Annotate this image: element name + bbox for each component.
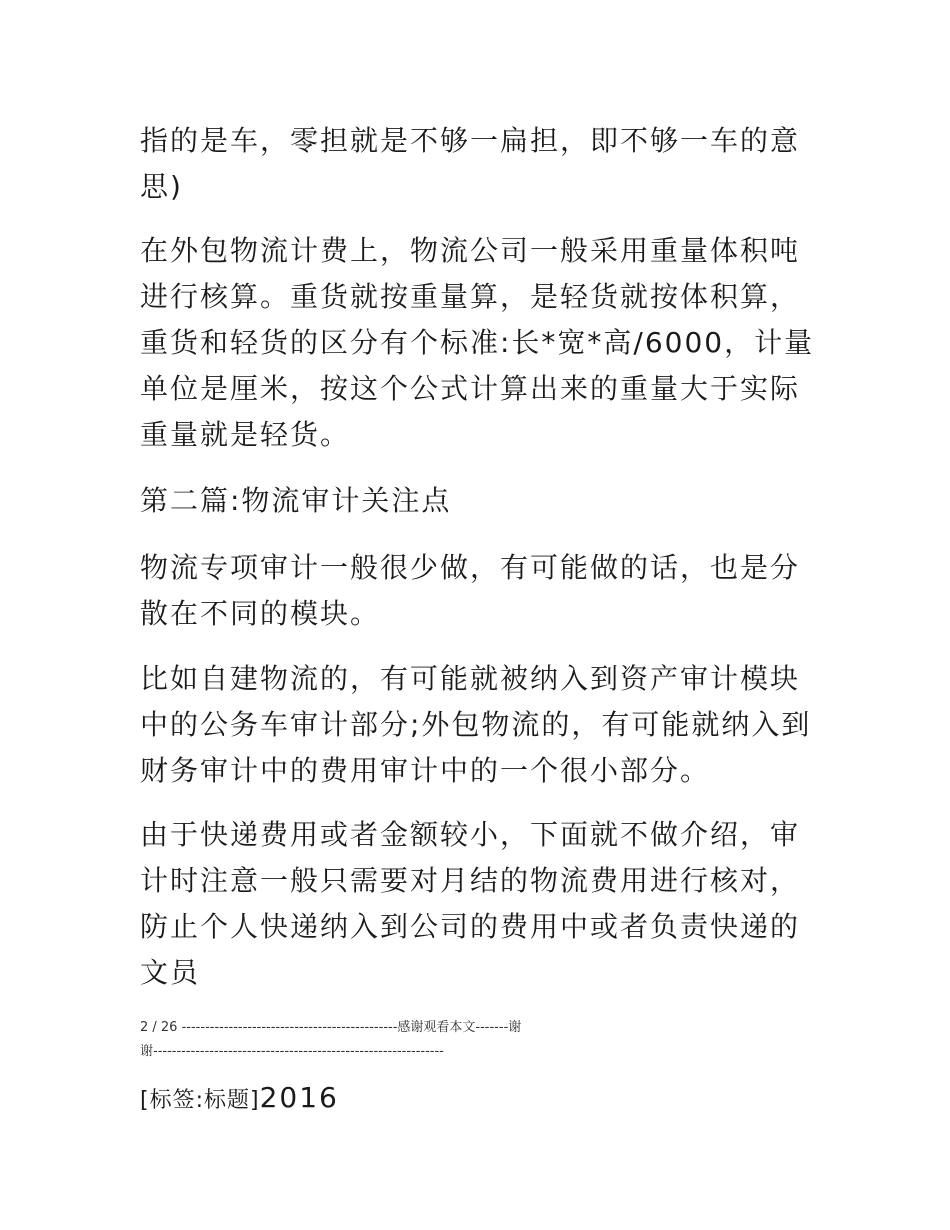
footer-thanks-text: 感谢观看本文 xyxy=(397,1020,476,1035)
paragraph-2: 在外包物流计费上，物流公司一般采用重量体积吨进行核算。重货就按重量算，是轻货就按体积算，重货和轻货的区分有个标准:长*宽*高/6000，计量单位是厘米，按这个公式计算出来的重量大于实际重量就是轻货。 xyxy=(140,234,815,451)
footer-thanks-char-2: 谢 xyxy=(140,1044,154,1059)
paragraph-1: 指的是车，零担就是不够一扁担，即不够一车的意思) xyxy=(140,124,801,203)
footer-line-2 xyxy=(140,1040,820,1064)
page-number: 2 / 26 xyxy=(140,1020,178,1035)
footer-thanks-char-1: 谢 xyxy=(508,1020,522,1035)
paragraph-3: 物流专项审计一般很少做，有可能做的话，也是分散在不同的模块。 xyxy=(140,551,801,630)
tag-line xyxy=(140,1078,339,1121)
footer-dashes-3: -------------------------------------------------------------- xyxy=(153,1044,444,1059)
section-heading: 第二篇:物流审计关注点 xyxy=(140,484,452,517)
page-footer xyxy=(140,1016,820,1064)
footer-dashes-2: ------- xyxy=(475,1020,509,1035)
tag-year: 2016 xyxy=(259,1081,339,1114)
footer-dashes-1: ---------------------------------------------- xyxy=(181,1020,398,1035)
paragraph-5: 由于快递费用或者金额较小，下面就不做介绍，审计时注意一般只需要对月结的物流费用进行核对，防止个人快递纳入到公司的费用中或者负责快递的文员 xyxy=(140,818,801,989)
tag-label: [标签:标题] xyxy=(140,1088,260,1113)
paragraph-4: 比如自建物流的，有可能就被纳入到资产审计模块中的公务车审计部分;外包物流的，有可能就纳入到财务审计中的费用审计中的一个很小部分。 xyxy=(140,662,812,787)
footer-line-1 xyxy=(140,1016,820,1040)
